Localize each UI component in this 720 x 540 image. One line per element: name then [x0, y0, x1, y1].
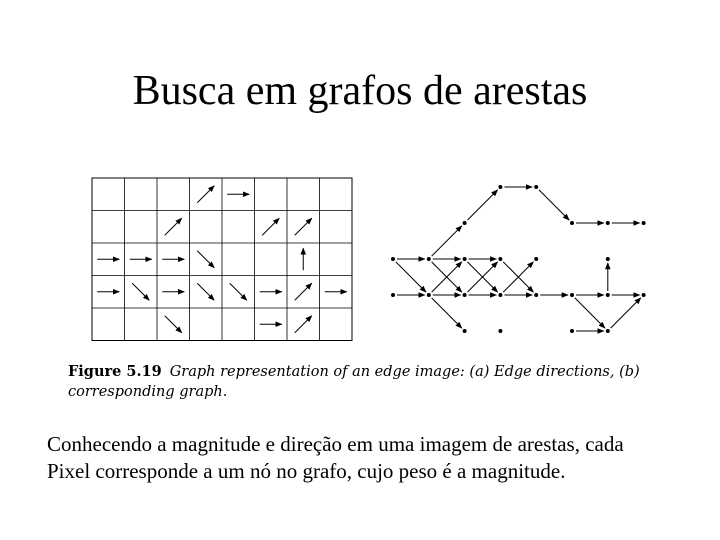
body-line-2: Pixel corresponde a um nó no grafo, cujo peso é a magnitude.	[47, 459, 566, 483]
edge-direction-arrow	[230, 283, 247, 300]
edge-direction-arrow	[165, 316, 182, 333]
edge-graph	[391, 185, 646, 333]
graph-node	[463, 221, 467, 225]
body-line-1: Conhecendo a magnitude e direção em uma imagem de arestas, cada	[47, 432, 624, 456]
graph-edge	[539, 190, 569, 220]
edge-direction-arrow	[197, 186, 214, 203]
edge-direction-arrow	[165, 218, 182, 235]
graph-edge	[432, 298, 462, 328]
edge-direction-arrow	[295, 218, 312, 235]
graph-node	[427, 293, 431, 297]
graph-node	[391, 293, 395, 297]
caption-line-1: Graph representation of an edge image: (a) Edge directions, (b)	[169, 364, 640, 380]
edge-direction-arrow	[295, 316, 312, 333]
edge-direction-arrow	[295, 283, 312, 300]
graph-node	[606, 221, 610, 225]
figure-caption	[68, 362, 688, 402]
graph-node	[498, 329, 502, 333]
graph-node	[570, 221, 574, 225]
edge-direction-arrow	[262, 218, 279, 235]
edge-direction-arrow	[197, 251, 214, 268]
graph-edge	[396, 262, 426, 292]
slide-title: Busca em grafos de arestas	[132, 68, 588, 114]
graph-edge	[575, 298, 605, 328]
graph-edge	[611, 298, 641, 328]
graph-node	[463, 257, 467, 261]
graph-node	[570, 329, 574, 333]
graph-node	[606, 329, 610, 333]
graph-node	[642, 221, 646, 225]
graph-node	[427, 257, 431, 261]
graph-node	[498, 293, 502, 297]
graph-node	[534, 257, 538, 261]
body-paragraph	[47, 431, 717, 485]
graph-node	[463, 293, 467, 297]
graph-edge	[467, 190, 497, 220]
graph-node	[463, 329, 467, 333]
graph-node	[534, 293, 538, 297]
graph-edge	[432, 226, 462, 256]
graph-node	[498, 185, 502, 189]
graph-node	[642, 293, 646, 297]
edge-direction-arrow	[197, 283, 214, 300]
edge-direction-grid	[92, 178, 352, 341]
graph-node	[498, 257, 502, 261]
graph-node	[570, 293, 574, 297]
graph-node	[606, 293, 610, 297]
graph-node	[606, 257, 610, 261]
graph-node	[534, 185, 538, 189]
caption-line-2: corresponding graph.	[68, 384, 228, 400]
edge-direction-arrow	[132, 283, 149, 300]
graph-node	[391, 257, 395, 261]
figure-label: Figure 5.19	[68, 363, 162, 380]
